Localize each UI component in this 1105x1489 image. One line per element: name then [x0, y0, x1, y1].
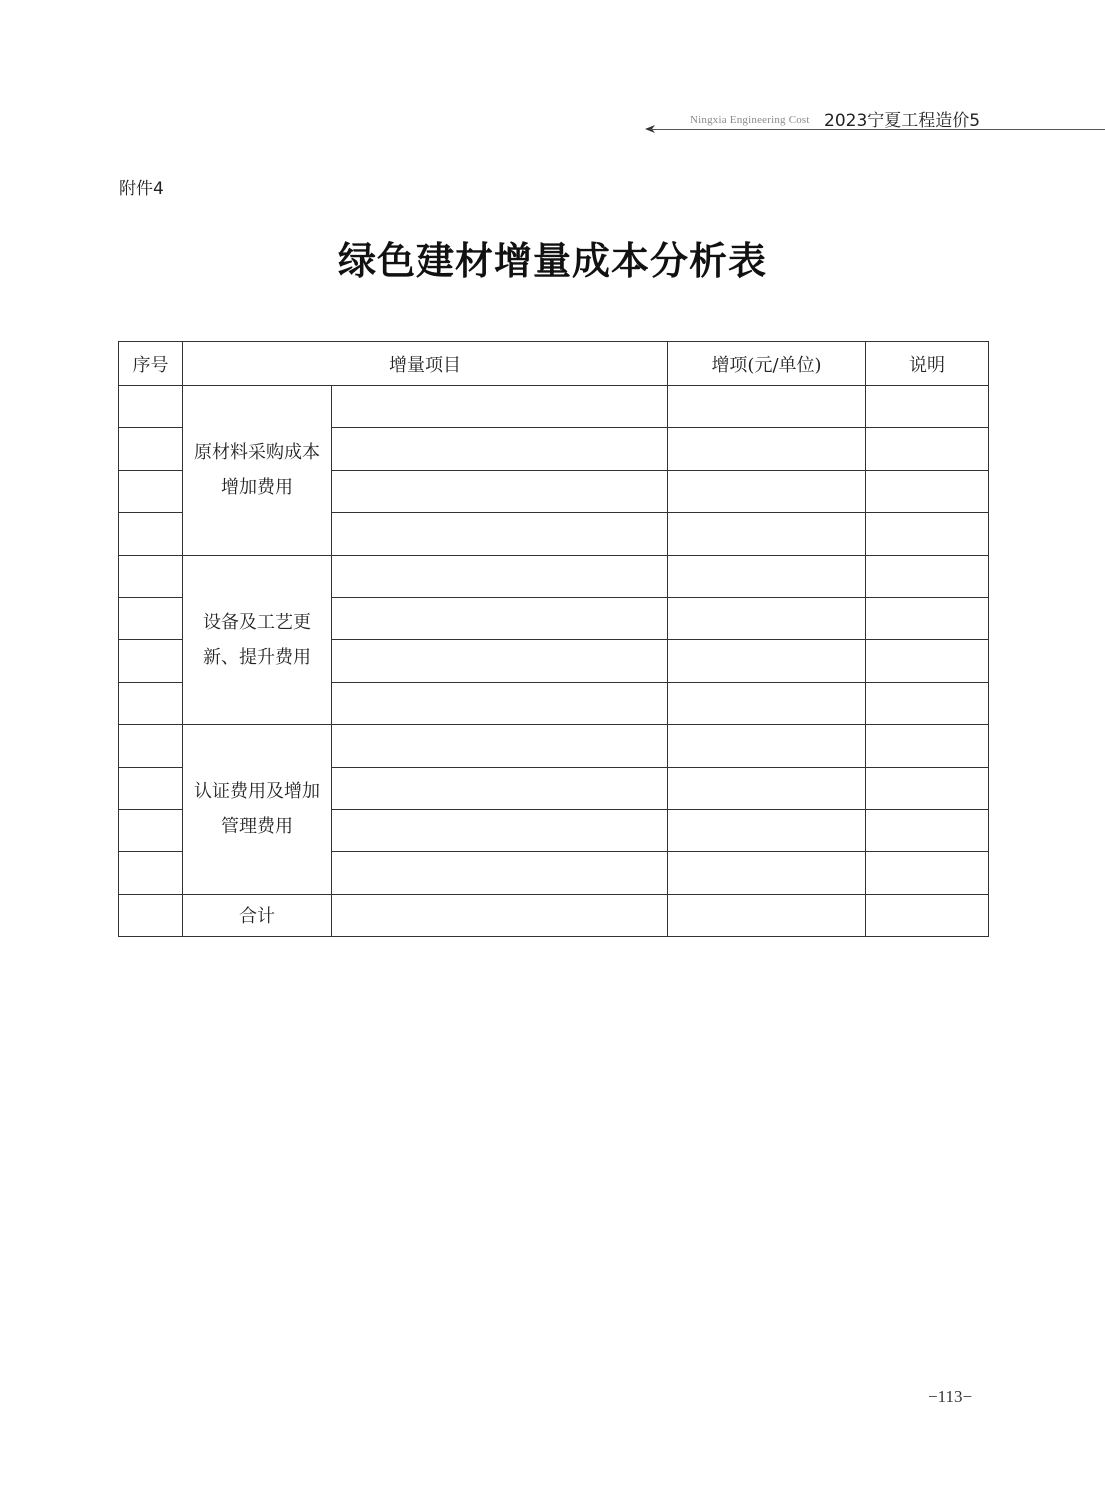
amount-cell[interactable] — [668, 894, 866, 936]
index-cell[interactable] — [119, 809, 183, 851]
item-cell[interactable] — [332, 767, 668, 809]
column-header-amount: 增项(元/单位) — [668, 342, 866, 386]
amount-cell[interactable] — [668, 386, 866, 428]
table-row — [119, 386, 989, 428]
document-title: 绿色建材增量成本分析表 — [337, 238, 767, 283]
group-label-text: 原材料采购成本增加费用 — [194, 442, 320, 499]
amount-cell[interactable] — [668, 428, 866, 470]
note-cell[interactable] — [866, 894, 989, 936]
page-number: −113− — [928, 1387, 973, 1406]
note-cell[interactable] — [866, 386, 989, 428]
item-cell[interactable] — [332, 428, 668, 470]
index-cell[interactable] — [119, 555, 183, 597]
amount-cell[interactable] — [668, 852, 866, 894]
item-cell[interactable] — [332, 852, 668, 894]
column-header-index: 序号 — [119, 342, 183, 386]
running-header — [640, 104, 1105, 134]
index-cell[interactable] — [119, 725, 183, 767]
item-cell[interactable] — [332, 386, 668, 428]
note-cell[interactable] — [866, 809, 989, 851]
note-cell[interactable] — [866, 597, 989, 639]
note-cell[interactable] — [866, 555, 989, 597]
amount-cell[interactable] — [668, 513, 866, 555]
item-cell[interactable] — [332, 894, 668, 936]
index-cell[interactable] — [119, 852, 183, 894]
note-cell[interactable] — [866, 428, 989, 470]
note-cell[interactable] — [866, 470, 989, 512]
item-cell[interactable] — [332, 809, 668, 851]
item-cell[interactable] — [332, 597, 668, 639]
item-cell[interactable] — [332, 470, 668, 512]
note-cell[interactable] — [866, 682, 989, 724]
amount-cell[interactable] — [668, 682, 866, 724]
total-label: 合计 — [183, 894, 332, 936]
index-cell[interactable] — [119, 682, 183, 724]
amount-cell[interactable] — [668, 809, 866, 851]
attachment-label: 附件4 — [119, 179, 164, 199]
index-cell[interactable] — [119, 513, 183, 555]
table-row — [119, 725, 989, 767]
column-header-note: 说明 — [866, 342, 989, 386]
index-cell[interactable] — [119, 386, 183, 428]
header-chinese-title: 2023宁夏工程造价5 — [824, 111, 981, 131]
index-cell[interactable] — [119, 597, 183, 639]
amount-cell[interactable] — [668, 767, 866, 809]
amount-cell[interactable] — [668, 597, 866, 639]
amount-cell[interactable] — [668, 555, 866, 597]
note-cell[interactable] — [866, 725, 989, 767]
index-cell[interactable] — [119, 894, 183, 936]
note-cell[interactable] — [866, 513, 989, 555]
total-row — [119, 894, 989, 936]
cost-analysis-table — [118, 341, 989, 937]
item-cell[interactable] — [332, 555, 668, 597]
index-cell[interactable] — [119, 767, 183, 809]
item-cell[interactable] — [332, 513, 668, 555]
index-cell[interactable] — [119, 640, 183, 682]
table-header-row — [119, 342, 989, 386]
group-label-raw-materials — [183, 386, 332, 556]
column-header-item: 增量项目 — [183, 342, 668, 386]
item-cell[interactable] — [332, 725, 668, 767]
note-cell[interactable] — [866, 852, 989, 894]
amount-cell[interactable] — [668, 725, 866, 767]
group-label-text: 设备及工艺更新、提升费用 — [203, 611, 311, 668]
amount-cell[interactable] — [668, 470, 866, 512]
group-label-text: 认证费用及增加管理费用 — [194, 781, 320, 838]
index-cell[interactable] — [119, 428, 183, 470]
item-cell[interactable] — [332, 682, 668, 724]
index-cell[interactable] — [119, 470, 183, 512]
note-cell[interactable] — [866, 640, 989, 682]
group-label-equipment — [183, 555, 332, 725]
group-label-certification — [183, 725, 332, 895]
item-cell[interactable] — [332, 640, 668, 682]
amount-cell[interactable] — [668, 640, 866, 682]
header-english-title: Ningxia Engineering Cost — [690, 114, 810, 126]
note-cell[interactable] — [866, 767, 989, 809]
table-row — [119, 555, 989, 597]
